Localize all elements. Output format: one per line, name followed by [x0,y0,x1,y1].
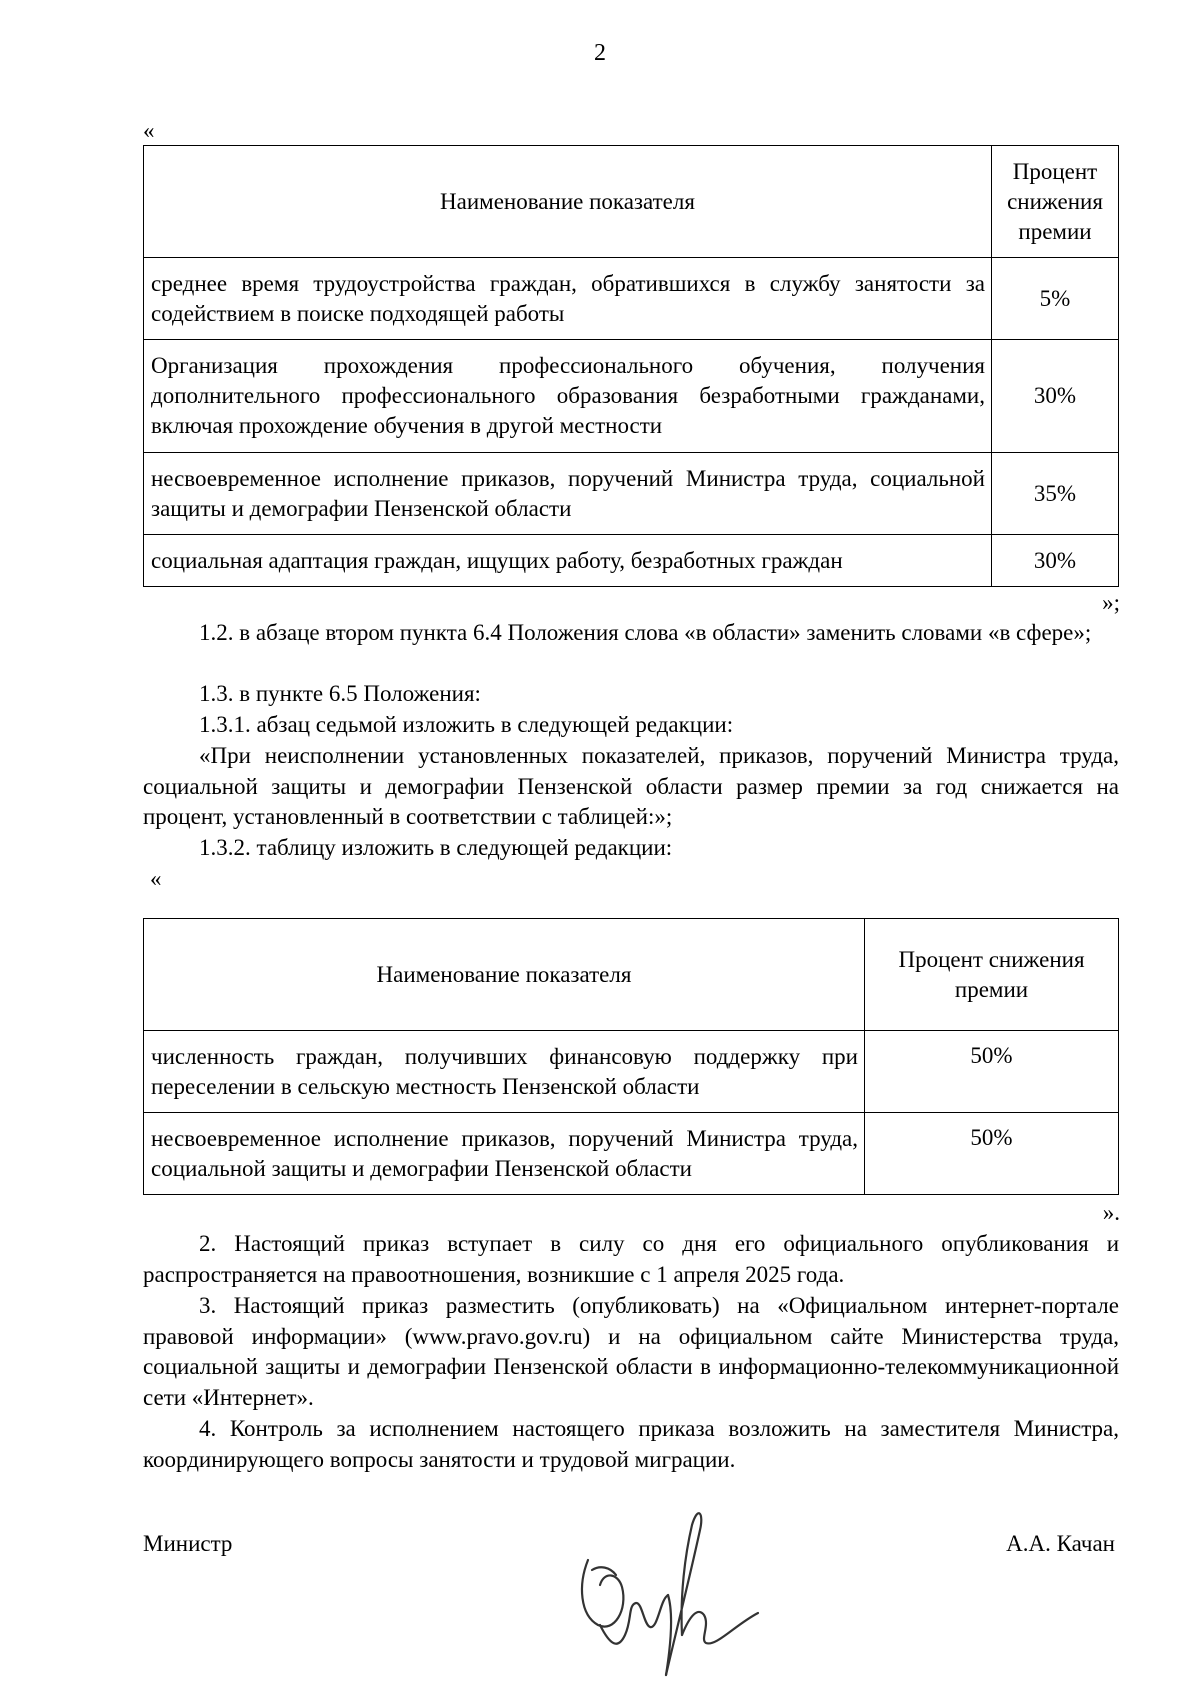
percent-cell: 30% [992,340,1119,453]
paragraph-1-3-1: 1.3.1. абзац седьмой изложить в следующей редакции: [199,712,734,737]
paragraph-4: 4. Контроль за исполнением настоящего приказа возложить на заместителя Министра, координирующего вопросы занятости и трудовой миграции. [143,1416,1119,1472]
handwritten-signature [570,1475,770,1695]
signatory-name: А.А. Качан [1006,1531,1115,1556]
paragraph-2: 2. Настоящий приказ вступает в силу со дня его официального опубликования и распространяется на правоотношения, возникшие с 1 апреля 2025 года. [143,1231,1119,1287]
opening-quote-1: « [143,118,155,143]
indicator-name-cell: несвоевременное исполнение приказов, поручений Министра труда, социальной защиты и демографии Пензенской области [144,453,992,535]
table-header-row [144,146,1119,258]
paragraph-1-2: 1.2. в абзаце втором пункта 6.4 Положения слова «в области» заменить словами «в сфере»; [199,620,1092,645]
indicator-name-cell: численность граждан, получивших финансовую поддержку при переселении в сельскую местность Пензенской области [144,1031,865,1113]
percent-cell: 5% [992,258,1119,340]
paragraph-1-3-2: 1.3.2. таблицу изложить в следующей редакции: [199,835,673,860]
header-indicator-name: Наименование показателя [144,919,865,1031]
opening-quote-2: « [150,866,162,891]
premium-reduction-table-2 [143,918,1119,1195]
table-row [144,258,1119,340]
page-number: 2 [594,40,606,66]
percent-cell: 35% [992,453,1119,535]
indicator-name-cell: несвоевременное исполнение приказов, поручений Министра труда, социальной защиты и демографии Пензенской области [144,1113,865,1195]
percent-cell: 50% [865,1031,1119,1113]
table-row [144,1113,1119,1195]
closing-quote-2: ». [1102,1200,1120,1225]
header-percent: Процент снижения премии [992,146,1119,258]
table-row [144,1031,1119,1113]
table-row [144,340,1119,453]
signatory-position: Министр [143,1531,233,1556]
header-indicator-name: Наименование показателя [144,146,992,258]
paragraph-new-wording: «При неисполнении установленных показателей, приказов, поручений Министра труда, социальной защиты и демографии Пензенской области размер премии за год снижается на процент, установленный в соответствии с таблицей:»; [143,743,1119,829]
paragraph-1-3: 1.3. в пункте 6.5 Положения: [199,681,481,706]
paragraph-3: 3. Настоящий приказ разместить (опубликовать) на «Официальном интернет-портале правовой информации» (www.pravo.gov.ru) и на официальном сайте Министерства труда, социальной защиты и демографии Пензенской области в информационно-телекоммуникационной сети «Интернет». [143,1293,1119,1410]
premium-reduction-table-1 [143,145,1119,587]
table-row [144,535,1119,587]
indicator-name-cell: Организация прохождения профессионального обучения, получения дополнительного профессионального образования безработными гражданами, включая прохождение обучения в другой местности [144,340,992,453]
percent-cell: 50% [865,1113,1119,1195]
closing-quote-1: »; [1102,590,1120,615]
indicator-name-cell: среднее время трудоустройства граждан, обратившихся в службу занятости за содействием в поиске подходящей работы [144,258,992,340]
table-row [144,453,1119,535]
indicator-name-cell: социальная адаптация граждан, ищущих работу, безработных граждан [144,535,992,587]
percent-cell: 30% [992,535,1119,587]
header-percent: Процент снижения премии [865,919,1119,1031]
table-header-row [144,919,1119,1031]
